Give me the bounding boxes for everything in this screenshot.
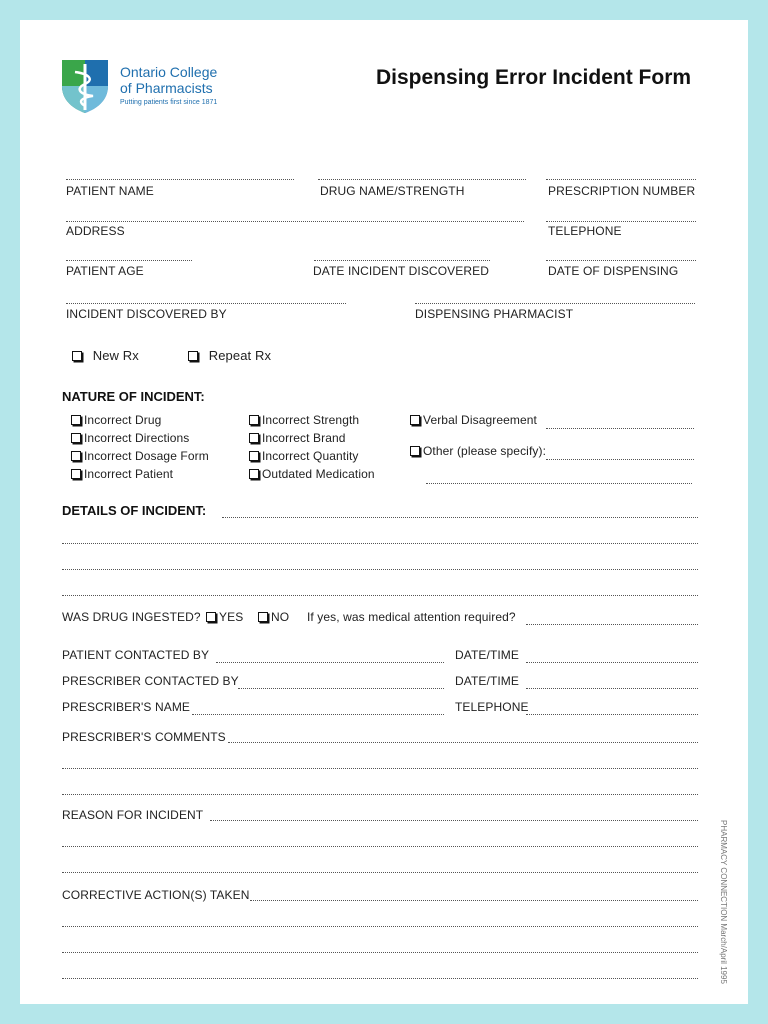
verbal-disagreement-field[interactable] xyxy=(546,428,694,429)
prescriber-comments-field-line[interactable] xyxy=(62,794,698,795)
incorrect-drug-checkbox[interactable]: Incorrect Drug xyxy=(71,413,161,427)
other-specify-field-2[interactable] xyxy=(426,483,692,484)
incorrect-quantity-checkbox[interactable]: Incorrect Quantity xyxy=(249,449,359,463)
prescriber-comments-label: PRESCRIBER'S COMMENTS xyxy=(62,730,226,744)
other-checkbox[interactable]: Other (please specify): xyxy=(410,444,546,458)
incorrect-dosage-form-checkbox[interactable]: Incorrect Dosage Form xyxy=(71,449,209,463)
form-title: Dispensing Error Incident Form xyxy=(376,66,692,89)
drug-ingested-question: WAS DRUG INGESTED? xyxy=(62,610,201,624)
reason-field-line[interactable] xyxy=(210,820,698,821)
details-field-line[interactable] xyxy=(62,543,698,544)
corrective-action-field-line[interactable] xyxy=(250,900,698,901)
incorrect-strength-checkbox[interactable]: Incorrect Strength xyxy=(249,413,359,427)
address-label: ADDRESS xyxy=(66,224,125,238)
corrective-action-field-line[interactable] xyxy=(62,978,698,979)
prescriber-name-field[interactable] xyxy=(192,714,444,715)
reason-field-line[interactable] xyxy=(62,846,698,847)
patient-contacted-field[interactable] xyxy=(216,662,444,663)
checkbox-icon xyxy=(71,433,81,443)
address-field[interactable] xyxy=(66,221,524,222)
telephone-label: TELEPHONE xyxy=(548,224,622,238)
rx-number-field[interactable] xyxy=(546,179,696,180)
corrective-action-label: CORRECTIVE ACTION(S) TAKEN xyxy=(62,888,250,902)
prescriber-datetime-field[interactable] xyxy=(526,688,698,689)
discovered-by-field[interactable] xyxy=(66,303,346,304)
new-rx-checkbox[interactable]: New Rx xyxy=(72,348,139,363)
discovered-by-label: INCIDENT DISCOVERED BY xyxy=(66,307,227,321)
rx-number-label: PRESCRIPTION NUMBER xyxy=(548,184,696,198)
drug-name-field[interactable] xyxy=(318,179,526,180)
college-tagline: Putting patients first since 1871 xyxy=(120,99,218,106)
date-dispensing-label: DATE OF DISPENSING xyxy=(548,264,679,278)
corrective-action-field-line[interactable] xyxy=(62,926,698,927)
details-heading: DETAILS OF INCIDENT: xyxy=(62,503,207,518)
checkbox-icon xyxy=(71,451,81,461)
prescriber-telephone-label: TELEPHONE xyxy=(455,700,529,714)
date-discovered-label: DATE INCIDENT DISCOVERED xyxy=(313,264,489,278)
medical-attention-field[interactable] xyxy=(526,624,698,625)
checkbox-icon xyxy=(249,433,259,443)
ingested-no-checkbox[interactable]: NO xyxy=(258,610,289,624)
details-field-line[interactable] xyxy=(222,517,698,518)
checkbox-icon xyxy=(72,351,82,361)
prescriber-contacted-field[interactable] xyxy=(238,688,444,689)
patient-datetime-label: DATE/TIME xyxy=(455,648,520,662)
patient-age-field[interactable] xyxy=(66,260,192,261)
checkbox-icon xyxy=(258,612,268,622)
details-field-line[interactable] xyxy=(62,569,698,570)
corrective-action-field-line[interactable] xyxy=(62,952,698,953)
prescriber-contacted-label: PRESCRIBER CONTACTED BY xyxy=(62,674,239,688)
medical-attention-question: If yes, was medical attention required? xyxy=(307,610,516,624)
patient-name-label: PATIENT NAME xyxy=(66,184,154,198)
checkbox-icon xyxy=(206,612,216,622)
patient-datetime-field[interactable] xyxy=(526,662,698,663)
checkbox-icon xyxy=(410,415,420,425)
ingested-yes-checkbox[interactable]: YES xyxy=(206,610,243,624)
repeat-rx-checkbox[interactable]: Repeat Rx xyxy=(188,348,271,363)
publication-note: PHARMACY CONNECTION March/April 1995 xyxy=(719,820,728,984)
other-specify-field[interactable] xyxy=(546,459,694,460)
checkbox-icon xyxy=(249,415,259,425)
drug-name-label: DRUG NAME/STRENGTH xyxy=(320,184,465,198)
college-logo-icon xyxy=(60,56,110,114)
details-field-line[interactable] xyxy=(62,595,698,596)
incorrect-directions-checkbox[interactable]: Incorrect Directions xyxy=(71,431,189,445)
checkbox-icon xyxy=(188,351,198,361)
prescriber-comments-field-line[interactable] xyxy=(62,768,698,769)
checkbox-icon xyxy=(249,451,259,461)
reason-field-line[interactable] xyxy=(62,872,698,873)
checkbox-icon xyxy=(71,469,81,479)
prescriber-telephone-field[interactable] xyxy=(526,714,698,715)
date-dispensing-field[interactable] xyxy=(546,260,696,261)
incorrect-brand-checkbox[interactable]: Incorrect Brand xyxy=(249,431,346,445)
telephone-field[interactable] xyxy=(546,221,696,222)
nature-heading: NATURE OF INCIDENT: xyxy=(62,389,205,404)
prescriber-datetime-label: DATE/TIME xyxy=(455,674,520,688)
reason-label: REASON FOR INCIDENT xyxy=(62,808,204,822)
prescriber-comments-field-line[interactable] xyxy=(228,742,698,743)
patient-name-field[interactable] xyxy=(66,179,294,180)
patient-age-label: PATIENT AGE xyxy=(66,264,144,278)
checkbox-icon xyxy=(249,469,259,479)
incorrect-patient-checkbox[interactable]: Incorrect Patient xyxy=(71,467,173,481)
date-discovered-field[interactable] xyxy=(314,260,490,261)
checkbox-icon xyxy=(71,415,81,425)
prescriber-name-label: PRESCRIBER'S NAME xyxy=(62,700,191,714)
patient-contacted-label: PATIENT CONTACTED BY xyxy=(62,648,210,662)
checkbox-icon xyxy=(410,446,420,456)
college-name: Ontario College of Pharmacists xyxy=(120,64,218,96)
outdated-medication-checkbox[interactable]: Outdated Medication xyxy=(249,467,375,481)
verbal-disagreement-checkbox[interactable]: Verbal Disagreement xyxy=(410,413,537,427)
dispensing-pharmacist-field[interactable] xyxy=(415,303,695,304)
dispensing-pharmacist-label: DISPENSING PHARMACIST xyxy=(415,307,574,321)
form-page xyxy=(20,20,748,1004)
